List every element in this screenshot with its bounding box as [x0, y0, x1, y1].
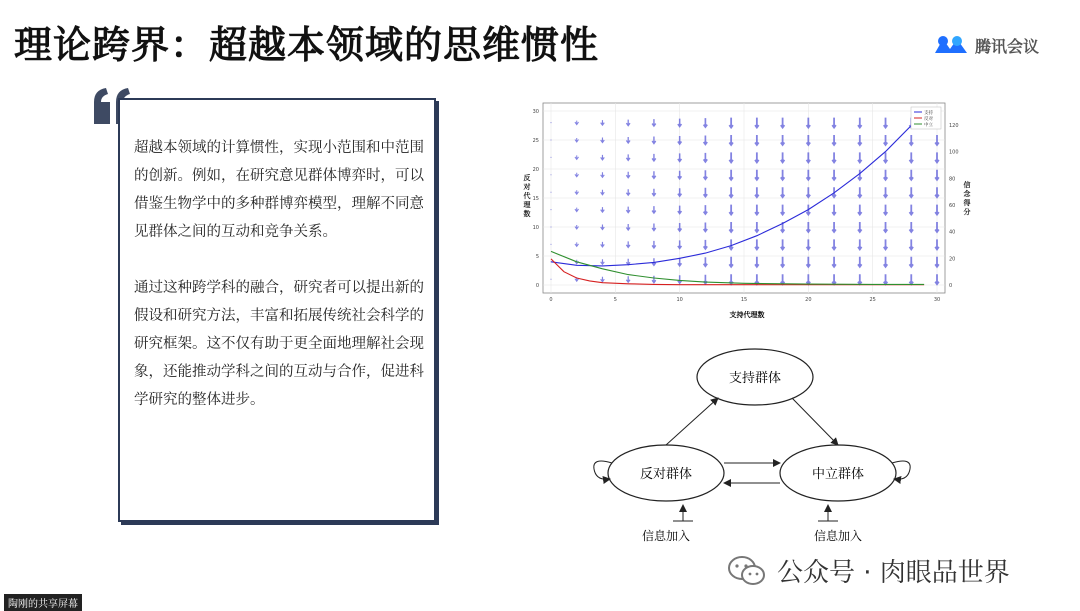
- input-label-oppose: 信息加入: [641, 529, 691, 543]
- card-text: [134, 134, 426, 414]
- y-axis-label-right-char: 信: [963, 181, 971, 189]
- field-dot: [550, 174, 551, 175]
- input-label-neutral: 信息加入: [813, 529, 863, 543]
- edge-oppose-support: [666, 398, 718, 445]
- x-tick-label: 10: [676, 297, 683, 303]
- field-dot: [550, 279, 551, 280]
- field-dot: [550, 226, 551, 227]
- x-axis-label: 支持代理数: [729, 311, 765, 319]
- node-support-label: 支持群体: [728, 371, 782, 386]
- wechat-icon: [727, 555, 767, 587]
- field-dot: [550, 122, 551, 123]
- y-axis-label-left-char: 理: [523, 201, 531, 209]
- legend-label: 反对: [924, 117, 933, 122]
- x-tick-label: 25: [869, 297, 876, 303]
- chart-legend: [911, 107, 941, 129]
- watermark-text: 公众号 · 肉眼品世界: [777, 558, 1010, 588]
- y-tick-label: 10: [532, 225, 539, 231]
- y-tick-label: 30: [532, 109, 539, 115]
- y-tick-label: 0: [535, 283, 539, 289]
- edge-support-neutral: [792, 398, 838, 445]
- y-tick-label: 15: [532, 196, 539, 202]
- y-axis-label-right-char: 念: [963, 190, 971, 198]
- y2-tick-label: 20: [949, 256, 956, 263]
- y-axis-label-left-char: 数: [523, 210, 531, 218]
- y-axis-label-right: [963, 180, 972, 216]
- paragraph-2: 通过这种跨学科的融合，研究者可以提出新的假设和研究方法，丰富和拓展传统社会科学的研究框架。这不仅有助于更全面地理解社会现象，还能推动学科之间的互动与合作，促进科学研究的整体进步。: [134, 280, 424, 408]
- y2-tick-label: 80: [949, 176, 956, 183]
- x-tick-label: 30: [933, 297, 941, 303]
- y2-tick-label: 120: [949, 122, 959, 129]
- y-axis-label-right-char: 得: [963, 199, 971, 207]
- screen-share-tag: 陶刚的共享屏幕: [4, 594, 82, 611]
- y-axis-label-left-char: 反: [523, 174, 531, 182]
- field-dot: [550, 139, 551, 140]
- field-dot: [550, 209, 551, 210]
- page-title: 理论跨界：超越本领域的思维惯性: [14, 23, 600, 67]
- wechat-watermark: [727, 552, 1010, 589]
- legend-label: 支持: [924, 111, 933, 116]
- tencent-meeting-logo: [933, 34, 1039, 57]
- legend-label: 中立: [924, 123, 933, 128]
- group-interaction-diagram: [590, 345, 920, 550]
- y2-tick-label: 100: [949, 149, 959, 156]
- y-tick-label: 25: [532, 138, 539, 144]
- simulation-chart: [515, 95, 975, 325]
- field-dot: [550, 157, 551, 158]
- y-axis-label-left: [523, 173, 532, 218]
- x-tick-label: 5: [613, 297, 617, 303]
- x-tick-label: 0: [549, 297, 553, 303]
- paragraph-1: 超越本领域的计算惯性，实现小范围和中范围的创新。例如，在研究意见群体博弈时，可以借鉴生物学中的多种群博弈模型，理解不同意见群体之间的互动和竞争关系。: [134, 140, 424, 240]
- y-axis-label-left-char: 代: [523, 192, 531, 200]
- y2-tick-label: 0: [949, 283, 953, 289]
- y2-tick-label: 40: [949, 229, 956, 236]
- x-tick-label: 15: [740, 297, 748, 303]
- meeting-logo-icon: [933, 35, 969, 57]
- node-neutral-label: 中立群体: [811, 467, 865, 482]
- y2-tick-label: 60: [949, 202, 956, 209]
- y-tick-label: 20: [532, 167, 539, 173]
- node-oppose-label: 反对群体: [639, 467, 693, 482]
- x-tick-label: 20: [805, 297, 812, 303]
- y-axis-label-right-char: 分: [963, 208, 971, 216]
- y-axis-label-left-char: 对: [523, 183, 531, 191]
- field-dot: [550, 192, 551, 193]
- y-tick-label: 5: [535, 254, 539, 260]
- logo-text: 腾讯会议: [975, 37, 1040, 56]
- field-dot: [550, 244, 551, 245]
